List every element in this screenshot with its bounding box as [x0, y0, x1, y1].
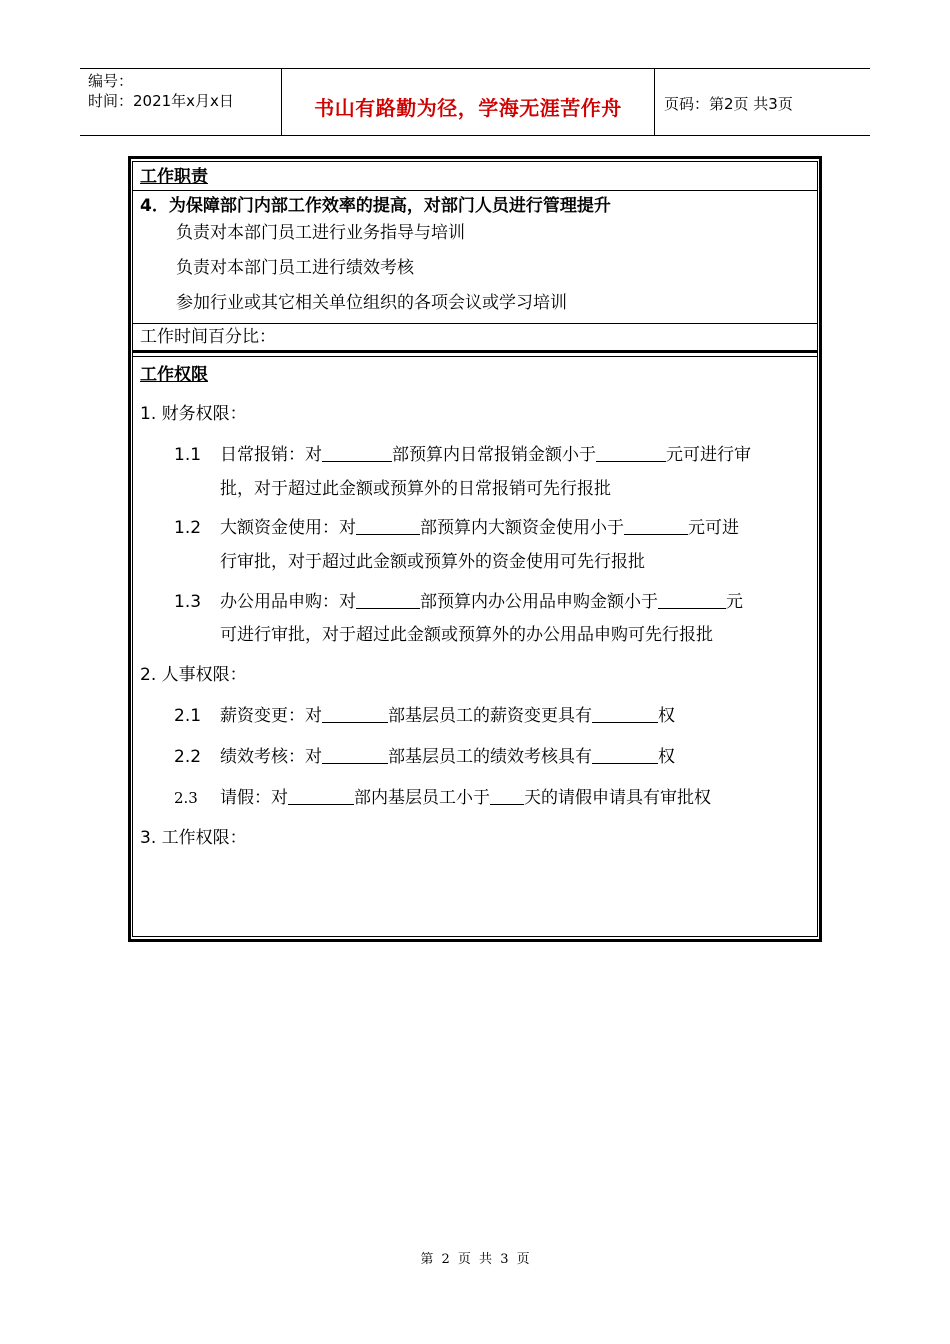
header-page-info: 页码：第2页 共3页: [664, 95, 793, 113]
item-text: 权: [658, 706, 675, 726]
item-text: 部预算内日常报销金额小于: [392, 445, 596, 465]
duty-bullet-2: 负责对本部门员工进行绩效考核: [176, 258, 414, 278]
hr-item-num: 2.3: [174, 789, 198, 807]
finance-item-line2: 行审批，对于超过此金额或预算外的资金使用可先行报批: [220, 552, 645, 572]
authority-title: 工作权限: [140, 365, 208, 385]
item-text: 元可进行审: [666, 445, 751, 465]
item-text: 日常报销：对: [220, 445, 322, 465]
item-text: 请假：对: [220, 788, 288, 808]
finance-item-num: 1.1: [174, 445, 202, 465]
fill-blank[interactable]: [322, 706, 388, 723]
item-text: 天的请假申请具有审批权: [524, 788, 711, 808]
work-label: 3. 工作权限：: [140, 828, 247, 848]
fill-blank[interactable]: [288, 788, 354, 805]
time-percent-label: 工作时间百分比：: [140, 327, 276, 347]
hr-item-line: [220, 705, 675, 727]
hr-label: 2. 人事权限：: [140, 665, 247, 685]
hr-item-line: [220, 787, 711, 809]
finance-item-line2: 可进行审批，对于超过此金额或预算外的办公用品申购可先行报批: [220, 625, 713, 645]
finance-item-line1: [220, 591, 743, 613]
fill-blank[interactable]: [322, 445, 392, 462]
fill-blank[interactable]: [356, 592, 420, 609]
fill-blank[interactable]: [592, 747, 658, 764]
item-text: 部内基层员工小于: [354, 788, 490, 808]
hr-item-line: [220, 746, 675, 768]
item-text: 部预算内办公用品申购金额小于: [420, 592, 658, 612]
date-label: 时间：2021年x月x日: [88, 92, 234, 110]
hr-item-num: 2.2: [174, 747, 202, 767]
item-text: 薪资变更：对: [220, 706, 322, 726]
item-text: 元: [726, 592, 743, 612]
fill-blank[interactable]: [624, 518, 688, 535]
item-text: 部基层员工的绩效考核具有: [388, 747, 592, 767]
item-text: 元可进: [688, 518, 739, 538]
finance-item-num: 1.3: [174, 592, 202, 612]
item-text: 部预算内大额资金使用小于: [420, 518, 624, 538]
finance-item-line1: [220, 517, 739, 539]
item-text: 绩效考核：对: [220, 747, 322, 767]
fill-blank[interactable]: [658, 592, 726, 609]
fill-blank[interactable]: [356, 518, 420, 535]
header-top-rule: [80, 68, 870, 69]
section-divider-thin: [132, 356, 818, 357]
header-meta: [88, 71, 234, 111]
duties-item4-title: 4．为保障部门内部工作效率的提高，对部门人员进行管理提升: [140, 196, 611, 216]
hr-item-num: 2.1: [174, 706, 202, 726]
header-motto: 书山有路勤为径，学海无涯苦作舟: [314, 96, 622, 120]
page-footer: 第 2 页 共 3 页: [420, 1252, 530, 1267]
section-divider-thick: [132, 350, 818, 353]
header-bottom-rule: [80, 135, 870, 136]
header-divider-right: [654, 68, 655, 135]
finance-item-line2: 批，对于超过此金额或预算外的日常报销可先行报批: [220, 479, 611, 499]
fill-blank[interactable]: [322, 747, 388, 764]
duty-bullet-1: 负责对本部门员工进行业务指导与培训: [176, 223, 465, 243]
finance-item-line1: [220, 444, 751, 466]
duties-title: 工作职责: [140, 167, 208, 187]
item-text: 办公用品申购：对: [220, 592, 356, 612]
fill-blank[interactable]: [592, 706, 658, 723]
finance-item-num: 1.2: [174, 518, 202, 538]
time-percent-rule: [132, 323, 818, 324]
finance-label: 1. 财务权限：: [140, 404, 247, 424]
item-text: 大额资金使用：对: [220, 518, 356, 538]
item-text: 部基层员工的薪资变更具有: [388, 706, 592, 726]
number-label: 编号：: [88, 72, 134, 90]
item-text: 权: [658, 747, 675, 767]
duties-title-rule: [132, 190, 818, 191]
duty-bullet-3: 参加行业或其它相关单位组织的各项会议或学习培训: [176, 293, 567, 313]
fill-blank[interactable]: [490, 788, 524, 805]
fill-blank[interactable]: [596, 445, 666, 462]
